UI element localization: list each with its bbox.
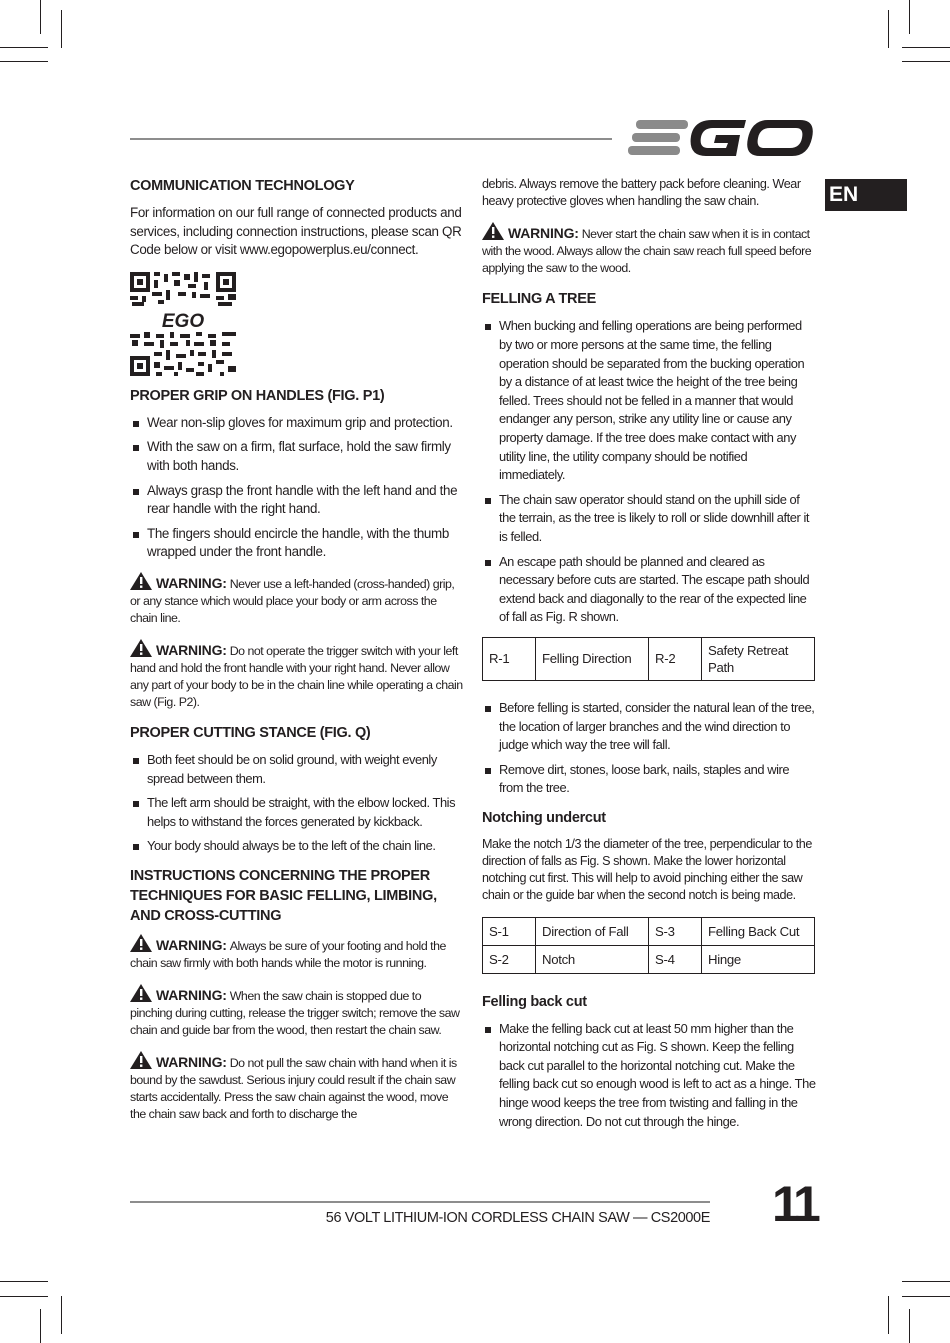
section-title: PROPER GRIP ON HANDLES (FIG. P1) [130, 387, 385, 404]
crop-mark [0, 1281, 48, 1282]
crop-mark [902, 47, 950, 48]
list-item: The left arm should be straight, with the elbow locked. This helps to withstand the forces generated by kickback. [130, 794, 464, 831]
stance-list [130, 751, 464, 856]
section-title: Felling back cut [482, 993, 587, 1010]
crop-mark [40, 1309, 41, 1343]
warning-block [482, 222, 816, 277]
table-cell: Safety Retreat Path [702, 637, 815, 680]
warning-icon [130, 639, 152, 657]
backcut-list [482, 1020, 816, 1132]
warning-text: Do not pull the saw chain with hand when it is bound by the sawdust. Serious injury could result if the chain saw starts accidentally. Press the saw chain against the wood, move the chain saw back and forth to discharge the [130, 1055, 457, 1121]
warning-icon [130, 572, 152, 590]
bullet-icon [485, 560, 491, 566]
qr-code[interactable] [130, 272, 236, 376]
list-item: Wear non-slip gloves for maximum grip and protection. [130, 414, 464, 433]
warning-label: WARNING: [156, 574, 227, 591]
warning-block [130, 639, 464, 711]
list-item: Make the felling back cut at least 50 mm higher than the horizontal notching cut as Fig. S shown. Keep the felling back cut parallel to the horizontal notching cut. Make the felling back cut so enough wood is left to act as a hinge. The hinge wood keeps the tree from twisting and falling in the wrong direction. Do not cut through the hinge. [482, 1020, 816, 1132]
bullet-icon [133, 421, 139, 427]
section-title: INSTRUCTIONS CONCERNING THE PROPER TECHNIQUES FOR BASIC FELLING, LIMBING, AND CROSS-CUTTING [130, 867, 437, 924]
figure-r-legend-table [482, 637, 815, 681]
warning-block [130, 984, 464, 1039]
list-item: When bucking and felling operations are being performed by two or more persons at the same time, the felling operation should be separated from the bucking operation by a distance of at least twice the height of the tree being felled. Trees should not be felled in a manner that would endanger any person, strike any utility line or cause any property damage. If the tree does make contact with any utility line, the utility company should be notified immediately. [482, 317, 816, 484]
crop-mark [61, 1296, 62, 1334]
table-cell: Felling Direction [536, 637, 649, 680]
bullet-icon [133, 489, 139, 495]
crop-mark [902, 1281, 950, 1282]
warning-label: WARNING: [156, 641, 227, 658]
table-cell: Direction of Fall [536, 917, 649, 945]
list-item: An escape path should be planned and cleared as necessary before cuts are started. The escape path should extend back and diagonally to the rear of the expected line of fall as Fig. R shown. [482, 553, 816, 627]
left-column [130, 176, 464, 1135]
right-column [482, 176, 816, 1141]
warning-block [130, 1051, 464, 1123]
section-title: PROPER CUTTING STANCE (FIG. Q) [130, 724, 371, 741]
warning-block [130, 934, 464, 972]
section-title: FELLING A TREE [482, 291, 596, 308]
list-item: The fingers should encircle the handle, with the thumb wrapped under the front handle. [130, 525, 464, 562]
crop-mark [888, 10, 889, 48]
bullet-icon [133, 844, 139, 850]
crop-mark [902, 61, 950, 62]
crop-mark [0, 47, 48, 48]
section-title: Notching undercut [482, 809, 606, 826]
table-cell: S-1 [483, 917, 536, 945]
table-row [483, 917, 815, 945]
table-cell: Felling Back Cut [702, 917, 815, 945]
warning-label: WARNING: [156, 936, 227, 953]
list-item: The chain saw operator should stand on the uphill side of the terrain, as the tree is likely to roll or slide downhill after it is felled. [482, 491, 816, 547]
crop-mark [909, 0, 910, 34]
section-title: COMMUNICATION TECHNOLOGY [130, 178, 355, 194]
bullet-icon [485, 498, 491, 504]
warning-text: When the saw chain is stopped due to pinching during cutting, release the trigger switch; remove the saw chain and guide bar from the wood, then restart the chain saw. [130, 988, 460, 1037]
qr-logo: EGO [161, 310, 205, 332]
warning-label: WARNING: [156, 986, 227, 1003]
bullet-icon [485, 1027, 491, 1033]
felling-list [482, 317, 816, 627]
crop-mark [40, 0, 41, 34]
warning-text: Always be sure of your footing and hold the chain saw firmly with both hands while the motor is running. [130, 938, 446, 970]
warning-label: WARNING: [508, 225, 579, 242]
warning-text: Never use a left-handed (cross-handed) grip, or any stance which would place your body or arm across the chain line. [130, 576, 455, 625]
list-item: Remove dirt, stones, loose bark, nails, staples and wire from the tree. [482, 761, 816, 798]
ego-logo [628, 116, 814, 160]
crop-mark [902, 1296, 950, 1297]
warning-icon [130, 1051, 152, 1069]
bullet-icon [133, 532, 139, 538]
footer-product-title: 56 VOLT LITHIUM-ION CORDLESS CHAIN SAW — CS2000E [325, 1210, 710, 1226]
table-cell: R-1 [483, 637, 536, 680]
warning-block [130, 572, 464, 627]
header-rule [130, 138, 612, 140]
warning-icon [482, 222, 504, 240]
list-item: Always grasp the front handle with the left hand and the rear handle with the right hand. [130, 482, 464, 519]
list-item: Before felling is started, consider the natural lean of the tree, the location of larger branches and the wind direction to judge which way the tree will fall. [482, 699, 816, 755]
table-cell: S-2 [483, 945, 536, 973]
list-item: Both feet should be on solid ground, with weight evenly spread between them. [130, 751, 464, 788]
table-row [483, 945, 815, 973]
crop-mark [888, 1296, 889, 1334]
warning-icon [130, 934, 152, 952]
bullet-icon [485, 706, 491, 712]
warning-text: Never start the chain saw when it is in contact with the wood. Always allow the chain saw reach full speed before applying the saw to the wood. [482, 227, 812, 276]
paragraph: For information on our full range of connected products and services, including connection instructions, please scan QR Code below or visit www.egopowerplus.eu/connect. [130, 205, 462, 258]
grip-list [130, 414, 464, 562]
warning-icon [130, 984, 152, 1002]
bullet-icon [133, 445, 139, 451]
bullet-icon [485, 324, 491, 330]
bullet-icon [485, 768, 491, 774]
table-cell: S-3 [649, 917, 702, 945]
bullet-icon [133, 801, 139, 807]
crop-mark [0, 61, 48, 62]
crop-mark [909, 1309, 910, 1343]
footer-rule [130, 1201, 710, 1203]
bullet-icon [133, 758, 139, 764]
paragraph: Make the notch 1/3 the diameter of the tree, perpendicular to the direction of falls as Fig. S shown. Make the lower horizontal notching cut first. This will help to avoid pinching either the saw chain or the guide bar when the second notch is being made. [482, 836, 812, 903]
crop-mark [0, 1296, 48, 1297]
crop-mark [61, 10, 62, 48]
figure-s-legend-table [482, 917, 815, 974]
table-cell: R-2 [649, 637, 702, 680]
table-cell: S-4 [649, 945, 702, 973]
paragraph: debris. Always remove the battery pack before cleaning. Wear heavy protective gloves when handling the saw chain. [482, 177, 801, 209]
felling-list-2 [482, 699, 816, 798]
warning-label: WARNING: [156, 1053, 227, 1070]
table-row [483, 637, 815, 680]
page-number: 11 [772, 1176, 817, 1232]
language-tab: EN [825, 179, 907, 211]
warning-text: Do not operate the trigger switch with your left hand and hold the front handle with your right hand. Never allow any part of your body to be in the chain line while operating a chain saw (Fig. P2). [130, 643, 463, 709]
list-item: Your body should always be to the left of the chain line. [130, 837, 464, 856]
table-cell: Notch [536, 945, 649, 973]
table-cell: Hinge [702, 945, 815, 973]
list-item: With the saw on a firm, flat surface, hold the saw firmly with both hands. [130, 438, 464, 475]
